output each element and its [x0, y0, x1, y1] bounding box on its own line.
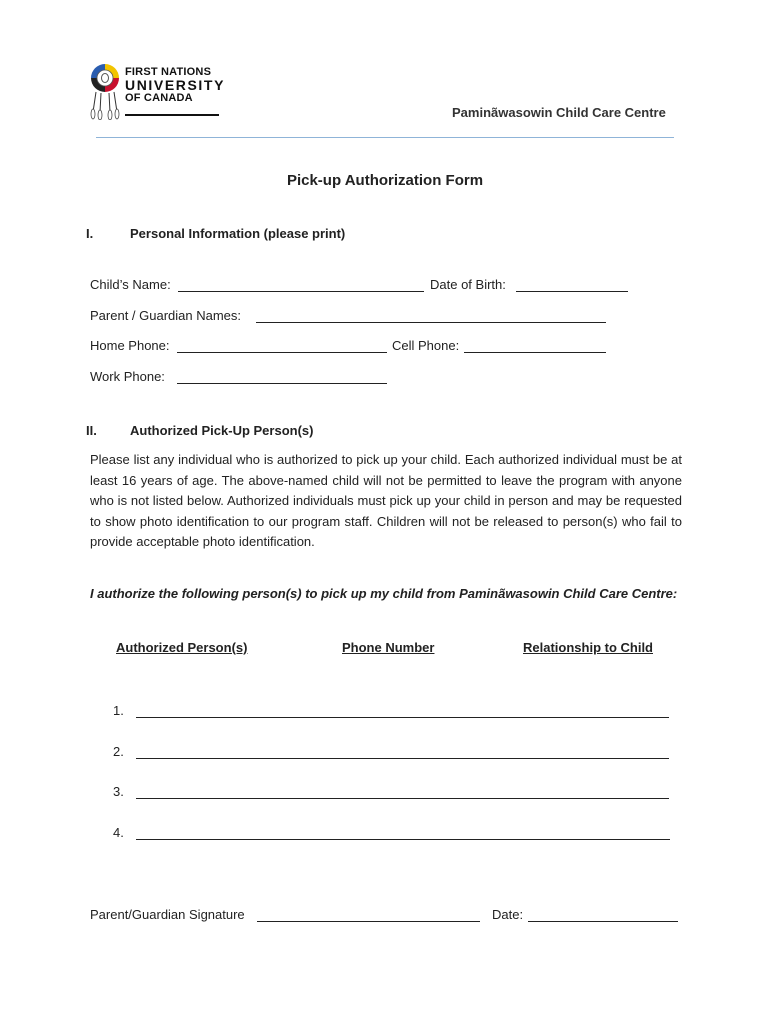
- header-divider: [96, 137, 674, 138]
- date-of-birth-field[interactable]: [516, 291, 628, 292]
- section-1-title: Personal Information (please print): [130, 226, 346, 241]
- date-of-birth-label: Date of Birth:: [430, 277, 506, 292]
- home-phone-label: Home Phone:: [90, 338, 170, 353]
- row-number-4: 4.: [113, 825, 124, 840]
- centre-name: Paminãwasowin Child Care Centre: [452, 105, 666, 120]
- logo-line-3: OF CANADA: [125, 92, 193, 104]
- form-title: Pick-up Authorization Form: [286, 172, 484, 189]
- university-logo: [88, 62, 228, 122]
- column-phone-number: Phone Number: [342, 640, 435, 655]
- column-relationship: Relationship to Child: [523, 640, 653, 655]
- child-name-label: Child’s Name:: [90, 277, 171, 292]
- work-phone-field[interactable]: [177, 383, 387, 384]
- instructions-paragraph: Please list any individual who is authorized to pick up your child. Each authorized individual must be at least 16 years of age. The above-named child will not be permitted to leave the program with anyone who is not listed below. Authorized individuals must pick up your child in person and may be requested to show photo identification to our program staff. Children will not be released to person(s) who fail to provide acceptable photo identification.: [90, 452, 682, 550]
- parent-names-label: Parent / Guardian Names:: [90, 308, 242, 323]
- authorized-person-line-1[interactable]: [136, 717, 669, 718]
- authorized-person-line-4[interactable]: [136, 839, 670, 840]
- section-1-number: I.: [86, 226, 94, 241]
- section-2-title: Authorized Pick-Up Person(s): [130, 423, 314, 438]
- authorized-person-line-3[interactable]: [136, 798, 669, 799]
- parent-names-field[interactable]: [256, 322, 606, 323]
- date-label: Date:: [492, 907, 524, 922]
- work-phone-label: Work Phone:: [90, 369, 165, 384]
- signature-label: Parent/Guardian Signature: [90, 907, 245, 922]
- child-name-field[interactable]: [178, 291, 424, 292]
- date-field[interactable]: [528, 921, 678, 922]
- authorization-statement: I authorize the following person(s) to pick up my child from Paminãwasowin Child Care Centre:: [90, 586, 678, 601]
- cell-phone-field[interactable]: [464, 352, 606, 353]
- medicine-wheel-logo-icon: [88, 62, 122, 120]
- logo-line-2: UNIVERSITY: [125, 77, 226, 93]
- logo-underline: [125, 114, 219, 116]
- row-number-2: 2.: [113, 744, 124, 759]
- column-authorized-person: Authorized Person(s): [116, 640, 248, 655]
- logo-line-1: FIRST NATIONS: [125, 66, 212, 78]
- signature-field[interactable]: [257, 921, 480, 922]
- home-phone-field[interactable]: [177, 352, 387, 353]
- logo-wordmark: [125, 66, 225, 104]
- cell-phone-label: Cell Phone:: [392, 338, 460, 353]
- row-number-1: 1.: [113, 703, 124, 718]
- section-2-number: II.: [86, 423, 97, 438]
- authorized-person-line-2[interactable]: [136, 758, 669, 759]
- row-number-3: 3.: [113, 784, 124, 799]
